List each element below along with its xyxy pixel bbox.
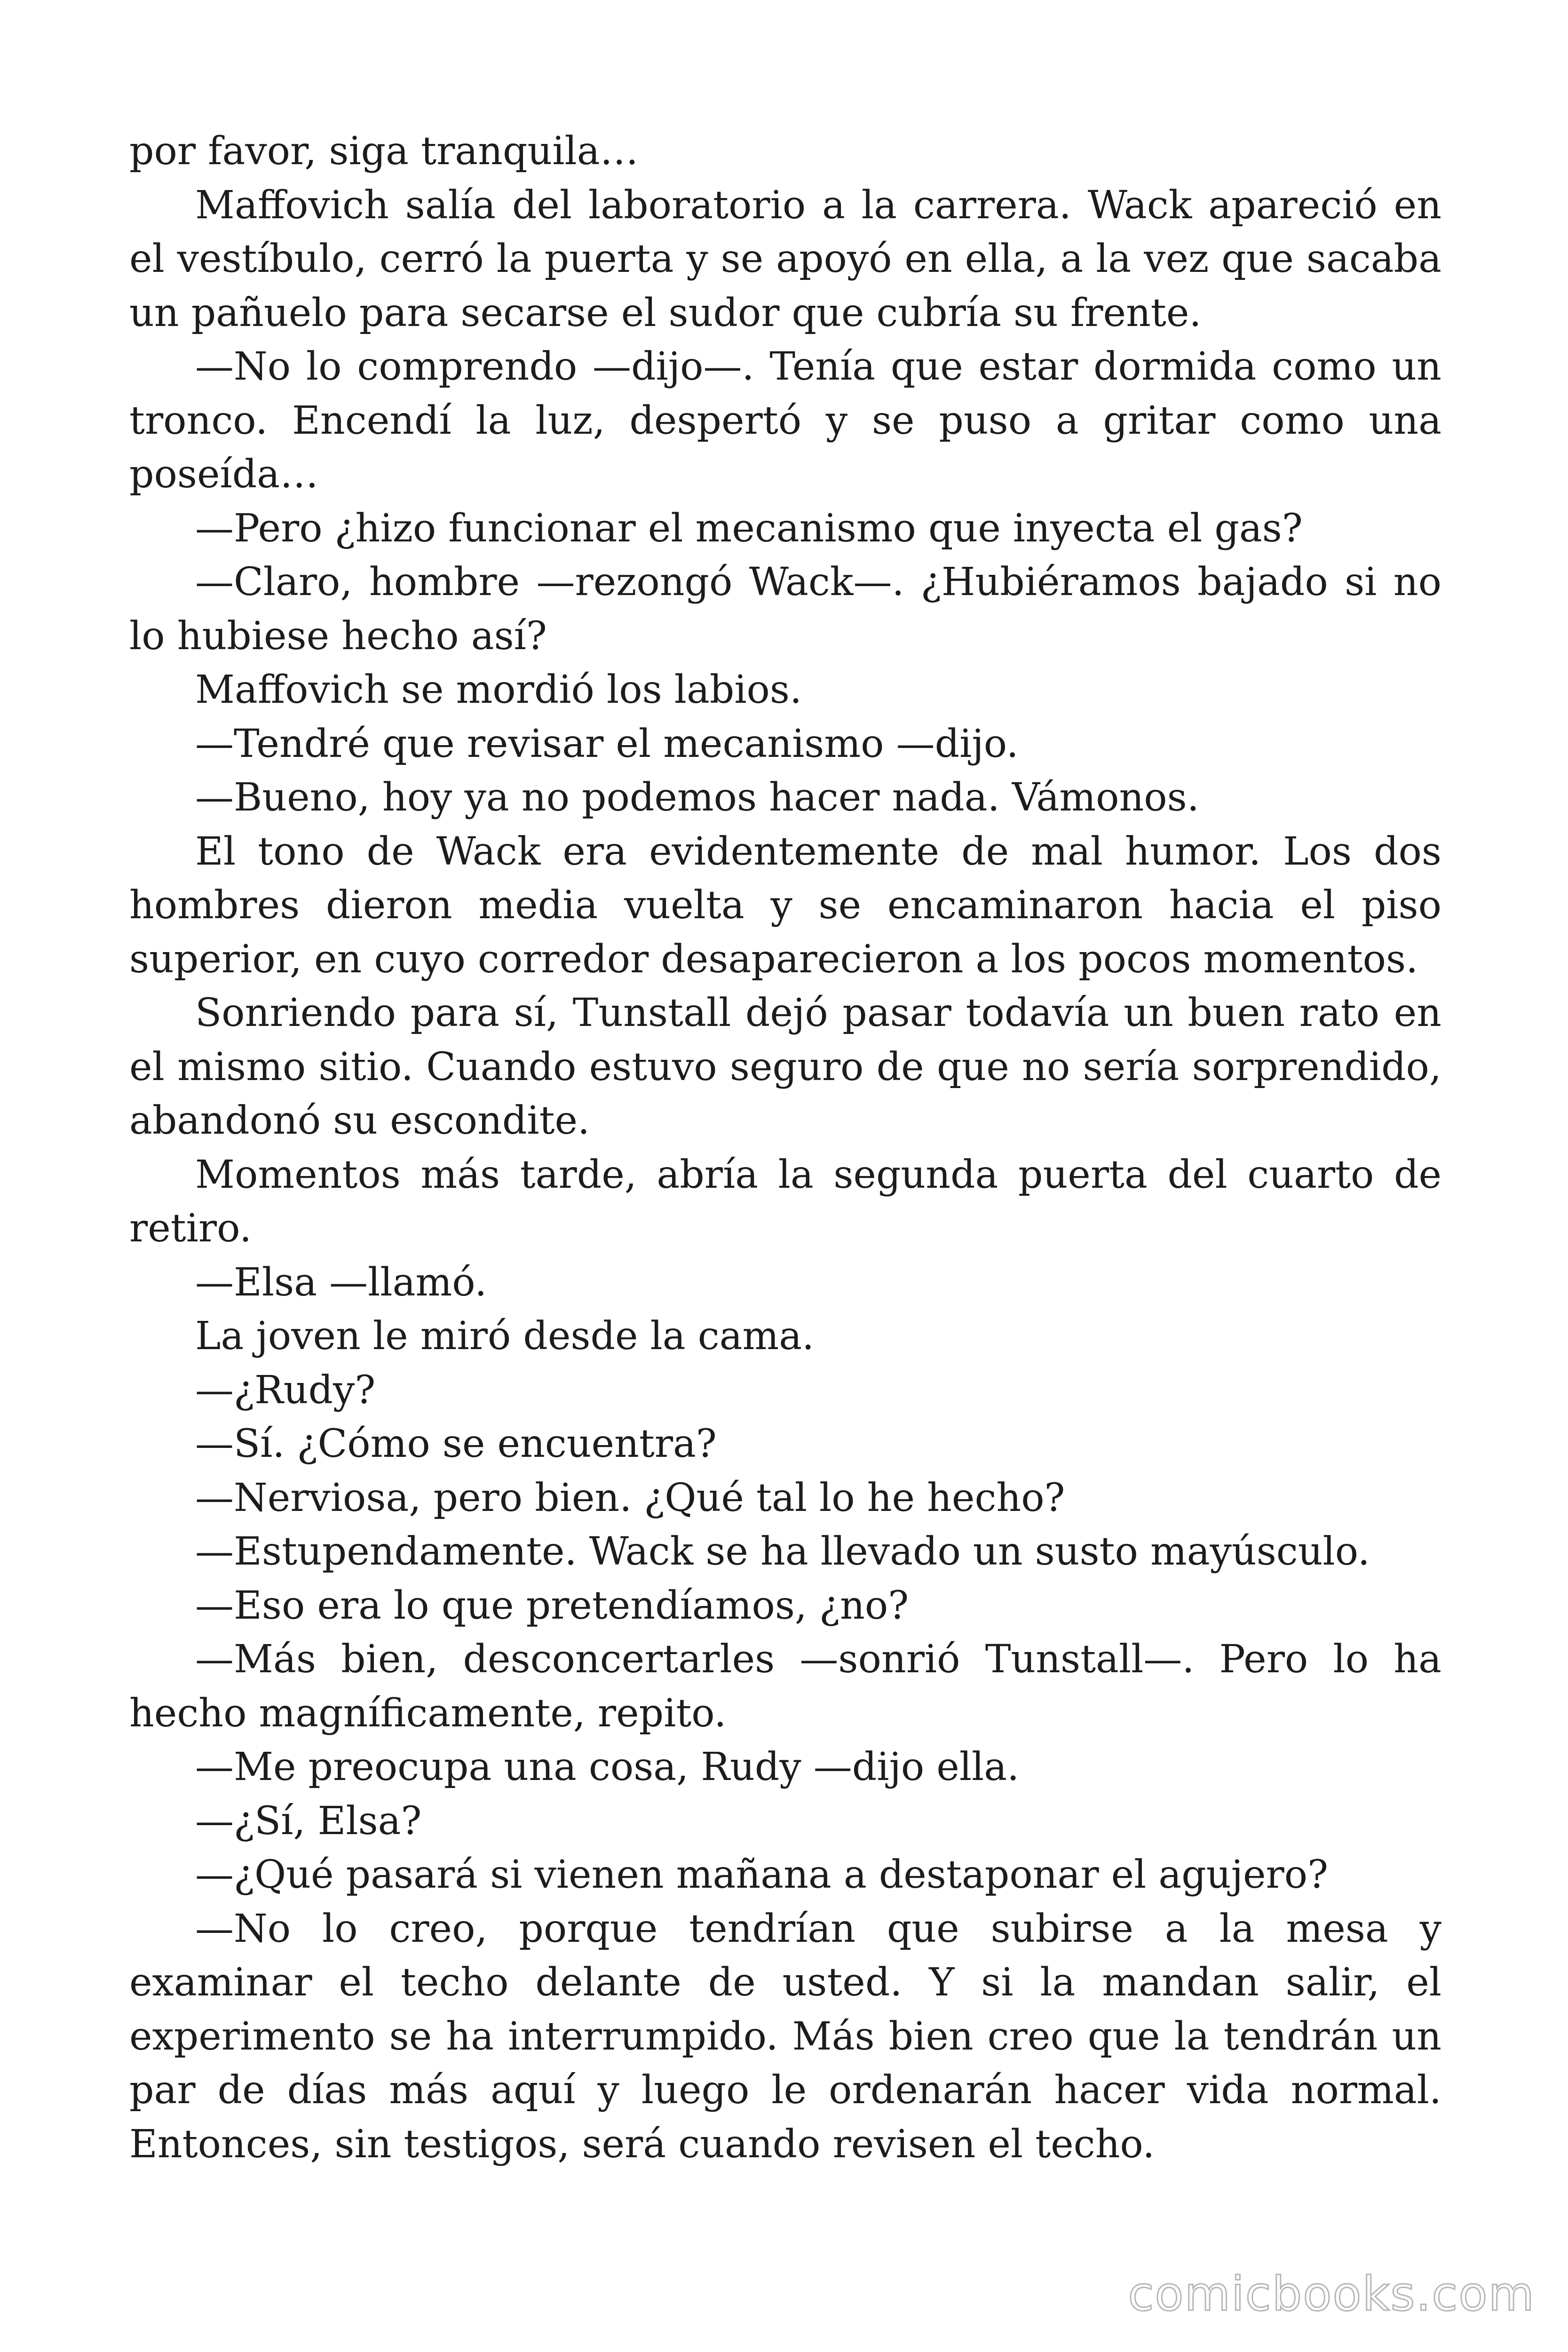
paragraph: La joven le miró desde la cama.	[195, 1314, 815, 1359]
paragraph: —Elsa —llamó.	[195, 1260, 487, 1305]
paragraph: —Tendré que revisar el mecanismo —dijo.	[195, 721, 1019, 766]
paragraph: —Estupendamente. Wack se ha llevado un susto mayúsculo.	[195, 1529, 1370, 1574]
paragraph: Maffovich salía del laboratorio a la carrera. Wack apareció en el vestíbulo, cerró la puerta y se apoyó en ella, a la vez que sacaba un pañuelo para secarse el sudor que cubría su frente.	[129, 183, 1441, 335]
paragraph: —No lo comprendo —dijo—. Tenía que estar dormida como un tronco. Encendí la luz, despertó y se puso a gritar como una poseída…	[129, 344, 1441, 497]
paragraph: —Claro, hombre —rezongó Wack—. ¿Hubiéramos bajado si no lo hubiese hecho así?	[129, 560, 1441, 659]
paragraph: —¿Rudy?	[195, 1367, 376, 1413]
paragraph: —Nerviosa, pero bien. ¿Qué tal lo he hecho?	[195, 1475, 1065, 1520]
paragraph: —Pero ¿hizo funcionar el mecanismo que inyecta el gas?	[195, 506, 1303, 551]
paragraph: —Bueno, hoy ya no podemos hacer nada. Vámonos.	[195, 775, 1199, 820]
paragraph: —¿Sí, Elsa?	[195, 1798, 422, 1843]
watermark: comicbooks.com	[1128, 2266, 1535, 2321]
paragraph: —Me preocupa una cosa, Rudy —dijo ella.	[195, 1745, 1020, 1789]
paragraph: —No lo creo, porque tendrían que subirse a la mesa y examinar el techo delante de usted. Y si la mandan salir, el experimento se ha interrumpido. Más bien creo que la tendrán un par de días más aquí y luego le ordenarán hacer vida normal. Entonces, sin testigos, será cuando revisen el techo.	[129, 1906, 1441, 2167]
paragraph: por favor, siga tranquila…	[129, 129, 639, 174]
paragraph: Maffovich se mordió los labios.	[195, 667, 802, 712]
paragraph: Sonriendo para sí, Tunstall dejó pasar todavía un buen rato en el mismo sitio. Cuando estuvo seguro de que no sería sorprendido, abandonó su escondite.	[129, 991, 1441, 1143]
page-body	[129, 125, 1441, 2171]
paragraph: —Sí. ¿Cómo se encuentra?	[195, 1422, 717, 1466]
paragraph: —¿Qué pasará si vienen mañana a destaponar el agujero?	[195, 1852, 1329, 1897]
paragraph: —Eso era lo que pretendíamos, ¿no?	[195, 1583, 909, 1628]
paragraph: El tono de Wack era evidentemente de mal humor. Los dos hombres dieron media vuelta y se encaminaron hacia el piso superior, en cuyo corredor desaparecieron a los pocos momentos.	[129, 829, 1441, 982]
paragraph: —Más bien, desconcertarles —sonrió Tunstall—. Pero lo ha hecho magníficamente, repito.	[129, 1637, 1441, 1736]
paragraph: Momentos más tarde, abría la segunda puerta del cuarto de retiro.	[129, 1152, 1441, 1251]
